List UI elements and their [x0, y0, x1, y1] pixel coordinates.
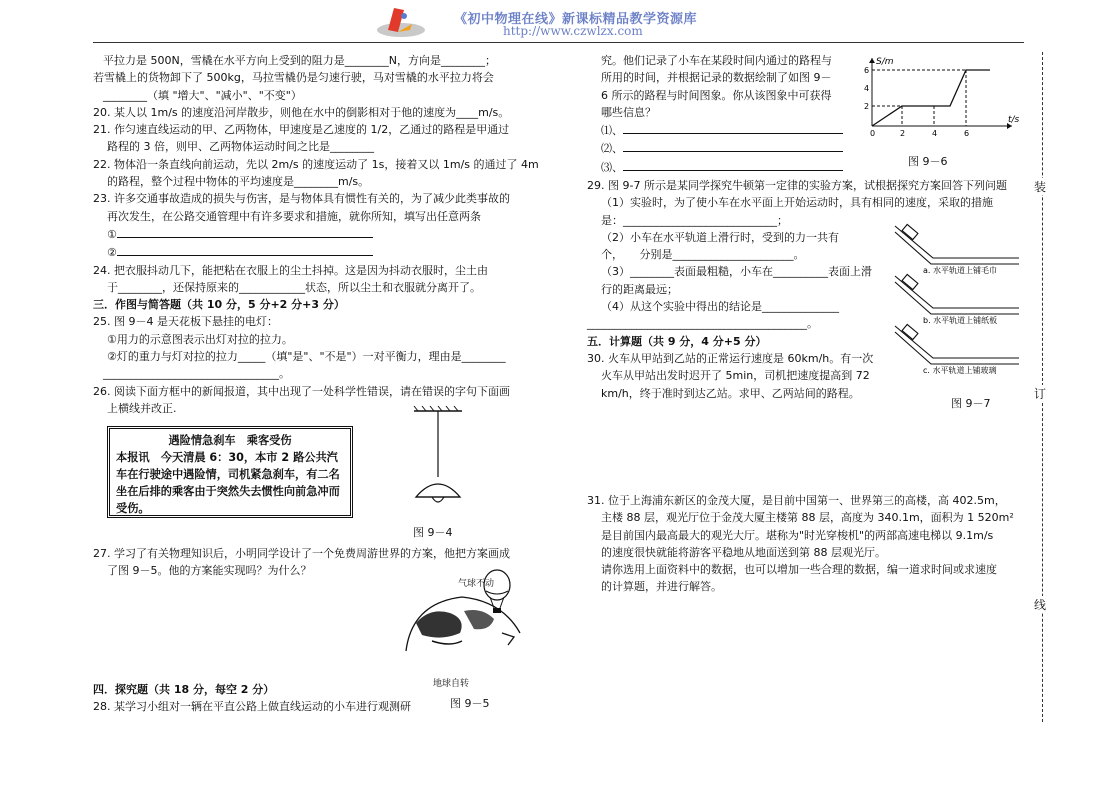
- section-5-heading: 五．计算题（共 9 分，4 分+5 分）: [587, 334, 767, 348]
- question-28: 28. 某学习小组对一辆在平直公路上做直线运动的小车进行观测研: [93, 700, 411, 714]
- hanging-lamp-figure: [408, 405, 468, 510]
- site-logo-icon: [374, 6, 428, 38]
- text-line: 个， 分别是______________________。: [601, 248, 805, 262]
- graph-ytick: 2: [864, 102, 870, 111]
- ramp-label-c: c. 水平轨道上铺玻璃: [923, 366, 997, 375]
- text-line: （3）________表面最粗糙，小车在__________表面上滑: [601, 265, 872, 279]
- answer-line-1: ⑴、: [601, 121, 861, 139]
- earth-label: 地球自转: [433, 679, 470, 689]
- question-25: 25. 图 9－4 是天花板下悬挂的电灯：: [93, 315, 278, 329]
- distance-time-graph: [862, 54, 1022, 144]
- figure-9-7-caption: 图 9－7: [951, 397, 991, 410]
- question-26: 26. 阅读下面方框中的新闻报道，其中出现了一处科学性错误，请在错误的字句下面画: [93, 384, 510, 398]
- graph-xtick: 4: [932, 129, 938, 138]
- text-line: ________________________________。: [103, 367, 290, 381]
- answer-line-3: ⑶、: [601, 158, 861, 176]
- section-3-heading: 三．作图与简答题（共 10 分，5 分+2 分+3 分）: [93, 298, 345, 312]
- text-line: ________________________________________。: [587, 317, 818, 331]
- text-line: ②灯的重力与灯对拉的拉力_____（填"是"、"不是"）一对平衡力，理由是________: [107, 350, 506, 364]
- text-line: 请你选用上面资料中的数据，也可以增加一些合理的数据，编一道求时间或求速度: [601, 563, 997, 577]
- ramp-label-b: b. 水平轨道上铺纸板: [923, 316, 998, 325]
- text-line: 平拉力是 500N，雪橇在水平方向上受到的阻力是________N，方向是________；: [103, 54, 496, 67]
- answer-line-1: ①: [93, 225, 533, 243]
- figure-9-5-caption: 图 9－5: [450, 697, 490, 710]
- text-line: 的速度很快就能将游客平稳地从地面送到第 88 层观光厅。: [601, 545, 886, 559]
- text-line: 于________，还保持原来的____________状态，所以尘土和衣服就分离开了。: [107, 280, 481, 294]
- graph-xlabel: t/s: [1008, 115, 1020, 125]
- text-line: （4）从这个实验中得出的结论是______________: [601, 300, 839, 314]
- text-line: 行的距离最远；: [601, 282, 678, 296]
- text-line: 是：____________________________；: [601, 213, 788, 227]
- ramps-figure: [893, 218, 1023, 378]
- text-line: （1）实验时，为了使小车在水平面上开始运动时，具有相同的速度，采取的措施: [601, 196, 993, 210]
- text-line: ①用力的示意图表示出灯对拉的拉力。: [107, 332, 293, 346]
- section-4-heading: 四．探究题（共 18 分，每空 2 分）: [93, 683, 275, 696]
- text-line: 的计算题，并进行解答。: [601, 580, 722, 594]
- graph-xtick: 0: [870, 129, 876, 138]
- question-20: 20. 某人以 1m/s 的速度沿河岸散步，则他在水中的倒影相对于他的速度为____m/s。: [93, 105, 510, 119]
- text-line: （2）小车在水平轨道上滑行时，受到的力一共有: [601, 230, 839, 244]
- text-line: 了图 9－5。他的方案能实现吗？为什么？: [107, 564, 312, 578]
- question-29: 29. 图 9-7 所示是某同学探究牛顿第一定律的实验方案，试根据探究方案回答下列问题: [587, 179, 1007, 192]
- question-24: 24. 把衣服抖动几下，能把粘在衣服上的尘土抖掉。这是因为抖动衣服时，尘土由: [93, 263, 488, 277]
- question-21: 21. 作匀速直线运动的甲、乙两物体，甲速度是乙速度的 1/2，乙通过的路程是甲通过: [93, 123, 510, 137]
- text-line: km/h，终于准时到达乙站。求甲、乙两站间的路程。: [601, 386, 860, 400]
- text-line: 主楼 88 层，观光厅位于金茂大厦主楼第 88 层，高度为 340.1m，面积为 1 520m²: [601, 511, 1014, 525]
- text-line: 再次发生，在公路交通管理中有许多要求和措施，就你所知，填写出任意两条: [107, 209, 481, 223]
- text-line: 火车从甲站出发时迟开了 5min，司机把速度提高到 72: [601, 369, 870, 383]
- graph-ylabel: S/m: [876, 57, 894, 67]
- news-box: [107, 426, 353, 518]
- figure-9-6-caption: 图 9－6: [908, 155, 948, 168]
- balloon-label: 气球不动: [458, 579, 495, 589]
- text-line: 若雪橇上的货物卸下了 500kg，马拉雪橇仍是匀速行驶，马对雪橇的水平拉力将会: [93, 71, 494, 85]
- text-line: 路程的 3 倍，则甲、乙两物体运动时间之比是________: [107, 140, 374, 154]
- binding-char: 订: [1034, 387, 1047, 401]
- question-30: 30. 火车从甲站到乙站的正常运行速度是 60km/h。有一次: [587, 351, 874, 365]
- header-url[interactable]: http://www.czwlzx.com: [503, 24, 643, 38]
- text-line: 上横线并改正.: [107, 401, 177, 415]
- news-body: 本报讯 今天清晨 6：30，本市 2 路公共汽车在行驶途中遇险情，司机紧急刹车，有二名坐在后排的乘客由于突然失去惯性向前急冲而受伤。: [116, 451, 340, 515]
- question-27: 27. 学习了有关物理知识后，小明同学设计了一个免费周游世界的方案，他把方案画成: [93, 547, 510, 560]
- question-22: 22. 物体沿一条直线向前运动，先以 2m/s 的速度运动了 1s，接着又以 1m/s 的通过了 4m: [93, 157, 539, 171]
- question-31: 31. 位于上海浦东新区的金茂大厦，是目前中国第一、世界第三的高楼，高 402.5m，: [587, 494, 1006, 507]
- figure-9-4-caption: 图 9－4: [413, 526, 453, 539]
- graph-ytick: 6: [864, 66, 870, 75]
- header-divider: [93, 42, 1024, 43]
- text-line: 哪些信息？: [601, 105, 656, 119]
- question-23: 23. 许多交通事故造成的损失与伤害，是与物体具有惯性有关的，为了减少此类事故的: [93, 192, 510, 206]
- left-column: [93, 52, 539, 417]
- news-title: 遇险情急刹车 乘客受伤: [168, 434, 292, 447]
- graph-xtick: 6: [964, 129, 970, 138]
- text-line: ________（填 "增大"、"减小"、"不变"）: [103, 88, 302, 102]
- graph-ytick: 4: [864, 84, 870, 93]
- answer-line-2: ②: [93, 243, 533, 261]
- question-31-block: [587, 492, 1027, 596]
- header-title: 《初中物理在线》新课标精品教学资源库: [454, 12, 698, 27]
- text-line: 6 所示的路程与时间图象。你从该图象中可获得: [601, 88, 832, 102]
- section-4-block: [93, 681, 533, 716]
- text-line: 是目前国内最高最大的观光大厅。堪称为"时光穿梭机"的两部高速电梯以 9.1m/s: [601, 528, 994, 542]
- text-line: 的路程，整个过程中物体的平均速度是________m/s。: [107, 175, 370, 189]
- binding-char: 装: [1034, 180, 1047, 194]
- right-column-top: [601, 52, 861, 176]
- binding-char: 线: [1034, 598, 1047, 612]
- graph-xtick: 2: [900, 129, 906, 138]
- answer-line-2: ⑵、: [601, 139, 861, 157]
- text-line: 究。他们记录了小车在某段时间内通过的路程与: [601, 54, 832, 67]
- ramp-label-a: a. 水平轨道上铺毛巾: [923, 266, 997, 275]
- text-line: 所用的时间，并根据记录的数据绘制了如图 9－: [601, 71, 832, 85]
